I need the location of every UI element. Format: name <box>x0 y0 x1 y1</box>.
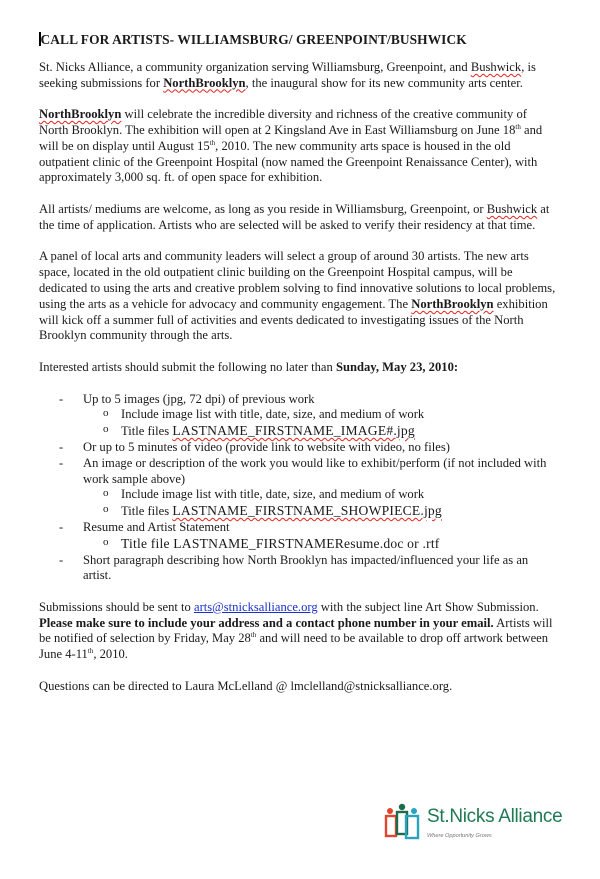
sub-requirement-item <box>83 407 559 423</box>
sub-requirement-text: Title files <box>121 424 173 439</box>
submission-paragraph <box>39 600 559 663</box>
requirement-text: Up to 5 images (jpg, 72 dpi) of previous work <box>83 391 315 406</box>
deadline-paragraph <box>39 360 559 376</box>
text-run: with the subject line Art Show Submission. <box>317 599 539 614</box>
text-run: will celebrate the incredible diversity and richness of the creative community of North Brooklyn. The exhibition will open at 2 Kingsland Ave in East Williamsburg on June 18 <box>39 107 527 137</box>
red-figure-head <box>387 808 393 814</box>
text-run: Artists will be notified of selection by Friday, May 28 <box>39 615 553 646</box>
sub-requirement-item <box>83 536 559 553</box>
show-name[interactable]: NorthBrooklyn <box>163 75 246 90</box>
important-note: Please make sure to include your address and a contact phone number in your email. <box>39 615 494 630</box>
requirement-text: Resume and Artist Statement <box>83 519 230 534</box>
requirement-text: Short paragraph describing how North Brooklyn has impacted/influenced your life as an artist. <box>83 552 529 583</box>
filename-format[interactable]: LASTNAME_FIRSTNAME_IMAGE#.jpg <box>172 423 415 439</box>
requirement-item <box>39 440 559 456</box>
superscript: th <box>87 647 94 656</box>
sub-requirement-item <box>83 423 559 440</box>
email-link[interactable]: arts@stnicksalliance.org <box>194 599 318 614</box>
text-run: All artists/ mediums are welcome, as long as you reside in Williamsburg, Greenpoint, or <box>39 201 487 216</box>
sub-requirements-list <box>83 536 559 553</box>
panel-paragraph <box>39 249 559 344</box>
document-body <box>39 32 559 710</box>
sub-requirement-item <box>83 503 559 520</box>
logo-tagline: Where Opportunity Grows <box>427 833 492 839</box>
sub-requirement-text: Include image list with title, date, size, and medium of work <box>121 487 425 502</box>
text-run: , 2010. <box>93 647 128 662</box>
teal-figure-head <box>411 808 417 814</box>
superscript: th <box>515 122 521 131</box>
contact-paragraph <box>39 679 559 695</box>
text-run: St. Nicks Alliance, a community organization serving Williamsburg, Greenpoint, and <box>39 59 471 74</box>
text-run: exhibition will kick off a summer full of activities and events dedicated to investigating issues of the North Brooklyn community through the arts. <box>39 296 548 343</box>
misspelled-word[interactable]: Bushwick <box>470 59 522 74</box>
sub-requirement-text: Title file LASTNAME_FIRSTNAMEResume.doc or .rtf <box>121 535 440 551</box>
contact-text: Questions can be directed to Laura McLelland @ lmclelland@stnicksalliance.org. <box>39 678 453 693</box>
title-text: CALL FOR ARTISTS- WILLIAMSBURG/ GREENPOINT/BUSHWICK <box>40 32 467 47</box>
text-run: at the time of application. Artists who are selected will be asked to verify their residency at that time. <box>39 201 550 232</box>
text-run: Submissions should be sent to <box>39 599 194 614</box>
requirements-list <box>39 392 559 585</box>
sub-requirements-list <box>83 487 559 520</box>
misspelled-word[interactable]: Bushwick <box>486 201 538 216</box>
text-run: and will be on display until August 15 <box>39 122 543 153</box>
requirement-text: Or up to 5 minutes of video (provide link to website with video, no files) <box>83 439 450 454</box>
requirement-text: An image or description of the work you would like to exhibit/perform (if not included with work sample above) <box>83 455 547 486</box>
requirement-item <box>39 553 559 585</box>
show-name[interactable]: NorthBrooklyn <box>411 296 494 311</box>
requirement-item <box>39 520 559 553</box>
exhibition-paragraph <box>39 107 559 186</box>
green-figure-head <box>399 804 405 810</box>
show-name[interactable]: NorthBrooklyn <box>39 107 122 122</box>
eligibility-paragraph <box>39 202 559 234</box>
text-run: , 2010. The new community arts space is housed in the old outpatient clinic of the Greenpoint Hospital (now named the Greenpoint Renaissance Center), with approximately 3,000 sq. ft. of open space for exhibition. <box>39 138 538 185</box>
text-run: Interested artists should submit the following no later than <box>39 359 336 374</box>
st-nicks-alliance-logo <box>384 803 584 851</box>
text-run: , is seeking submissions for <box>39 59 536 90</box>
text-run: and will need to be available to drop off artwork between June 4-11 <box>39 631 549 662</box>
sub-requirement-text: Title files <box>121 504 173 519</box>
requirement-item <box>39 456 559 520</box>
sub-requirement-text: Include image list with title, date, size, and medium of work <box>121 407 425 422</box>
superscript: th <box>209 138 216 147</box>
requirement-item <box>39 392 559 440</box>
logo-name: St.Nicks Alliance <box>427 806 563 827</box>
sub-requirement-item <box>83 487 559 503</box>
text-run: A panel of local arts and community leaders will select a group of around 30 artists. The new arts space, located in the old outpatient clinic building on the Greenpoint Hospital campus, will be dedicated to using the arts and creative problem solving to find innovative solutions to local problems, using the arts as a vehicle for advocacy and community engagement. The <box>39 249 556 311</box>
text-run: , the inaugural show for its new community arts center. <box>245 75 523 90</box>
intro-paragraph <box>39 60 559 92</box>
red-figure-body <box>386 816 396 836</box>
sub-requirements-list <box>83 407 559 440</box>
people-figures-icon <box>384 803 424 841</box>
filename-format[interactable]: LASTNAME_FIRSTNAME_SHOWPIECE.jpg <box>172 503 442 519</box>
document-title[interactable] <box>39 32 559 48</box>
superscript: th <box>250 631 257 640</box>
deadline-date: Sunday, May 23, 2010: <box>335 359 459 374</box>
